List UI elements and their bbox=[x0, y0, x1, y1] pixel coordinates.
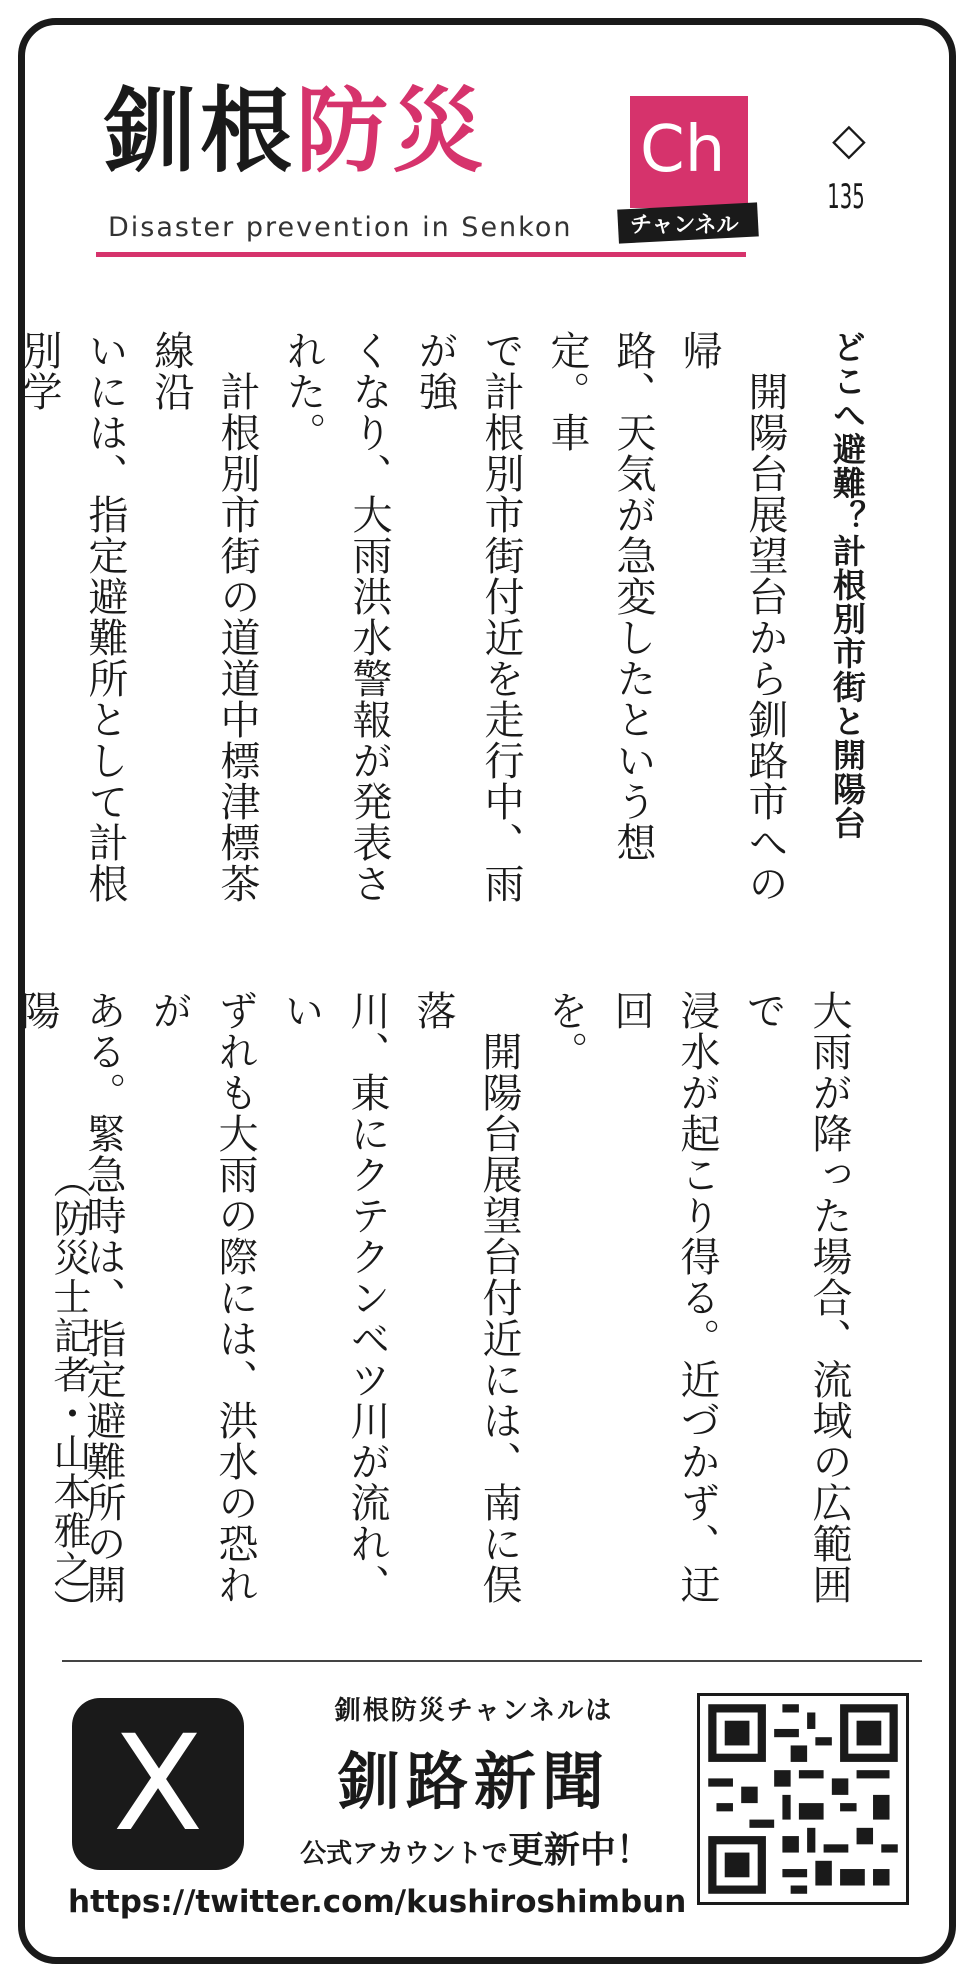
title-english: Disaster prevention in Senkon bbox=[108, 212, 573, 243]
channel-tag-label: チャンネル bbox=[630, 213, 739, 238]
x-logo-glyph: X bbox=[112, 1707, 204, 1861]
promo-updating: 更新中！ bbox=[507, 1830, 652, 1871]
issue-number bbox=[828, 180, 864, 214]
article-body-lower: 大雨が降った場合、流域の広範囲で 浸水が起こり得る。近づかず、迂回 を。 開陽台展望台付近には、南に俣落 川、東にクテクンベツ川が流れ、い ずれも大雨の際には、洪水の恐れが ある。緊急時は、指定避難所の開陽 bbox=[14, 990, 852, 1605]
promo-line: 釧根防災チャンネルは bbox=[334, 1696, 614, 1726]
article-body-upper: 開陽台展望台から釧路市への帰 路、天気が急変したという想定。車 で計根別市街付近を走行中、雨が強 くなり、大雨洪水警報が発表された。 計根別市街の道道中標津標茶線沿 いには、指定避難所として計根別学 bbox=[16, 330, 788, 904]
article-headline: どこへ避難？計根別市街と開陽台 bbox=[828, 330, 867, 840]
title-kanji-plain: 釧根 bbox=[104, 78, 297, 185]
title-kanji-accent: 防災 bbox=[296, 78, 489, 185]
title-underline bbox=[96, 252, 746, 257]
promo-official bbox=[256, 1822, 696, 1873]
twitter-url-link[interactable]: https://twitter.com/kushiroshimbun bbox=[68, 1884, 687, 1920]
qr-code-icon[interactable] bbox=[697, 1693, 909, 1905]
issue-diamond-icon: ◇ bbox=[832, 114, 866, 165]
issue-number-text: 135 bbox=[827, 180, 865, 214]
column-title bbox=[104, 78, 489, 185]
promo-official-text: 公式アカウントで bbox=[300, 1839, 508, 1869]
ch-badge-label: Ch bbox=[640, 113, 726, 187]
footer-divider bbox=[62, 1660, 922, 1662]
byline: （防災士記者・山本雅之） bbox=[47, 1160, 91, 1628]
promo-newspaper-name: 釧路新聞 bbox=[337, 1745, 610, 1818]
